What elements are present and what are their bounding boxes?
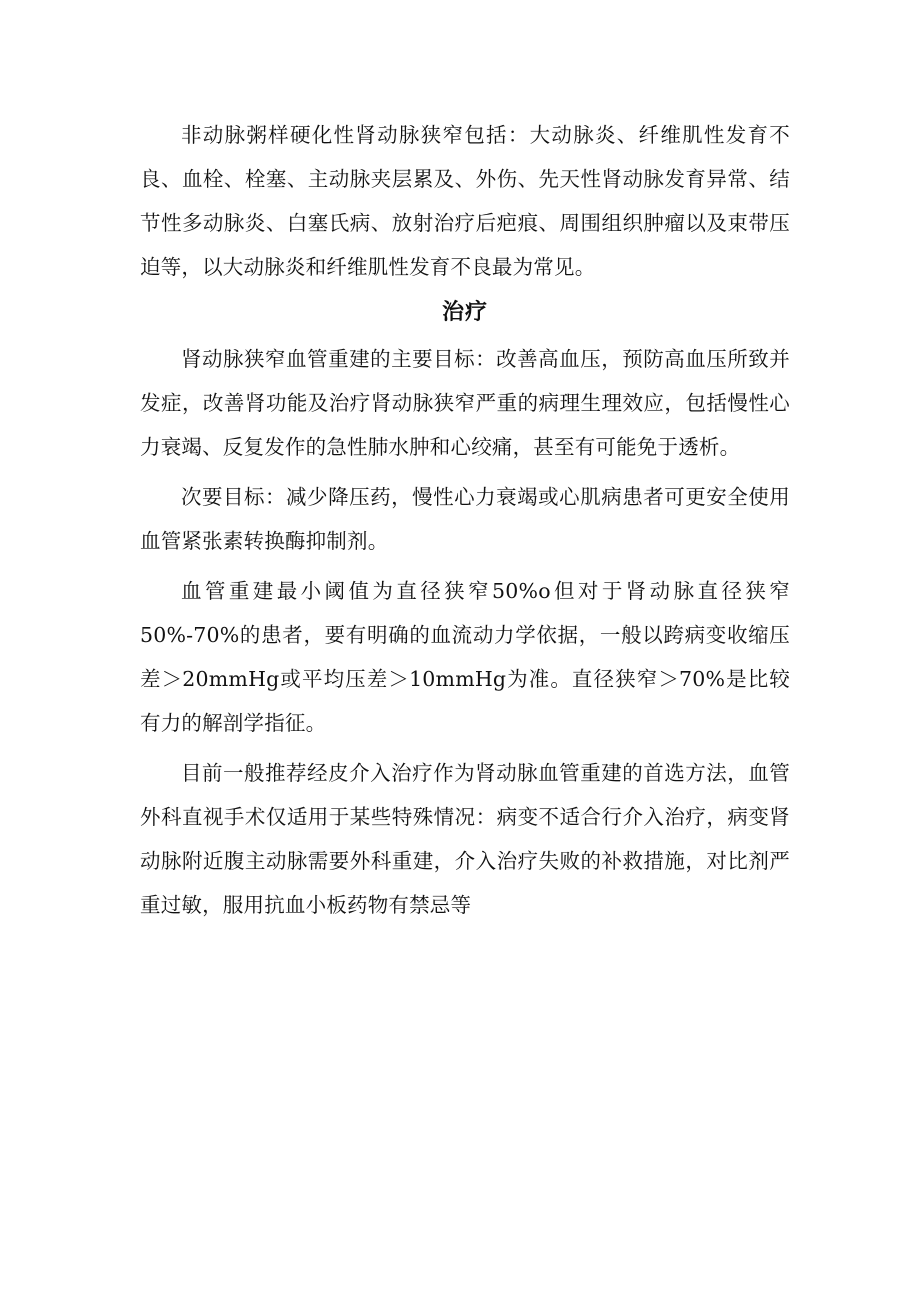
paragraph-non-atherosclerotic-causes: 非动脉粥样硬化性肾动脉狭窄包括：大动脉炎、纤维肌性发育不良、血栓、栓塞、主动脉夹层累及、外伤、先天性肾动脉发育异常、结节性多动脉炎、白塞氏病、放射治疗后疤痕、周围组织肿瘤以及束带压迫等，以大动脉炎和纤维肌性发育不良最为常见。 [140,123,790,279]
paragraph-secondary-goals: 次要目标：减少降压药，慢性心力衰竭或心肌病患者可更安全使用血管紧张素转换酶抑制剂。 [140,485,790,553]
paragraph-threshold: 血管重建最小阈值为直径狭窄50%o但对于肾动脉直径狭窄50%-70%的患者，要有明确的血流动力学依据，一般以跨病变收缩压差＞20mmHg或平均压差＞10mmHg为准。直径狭窄＞70%是比较有力的解剖学指征。 [140,579,790,735]
paragraph-recommended-method: 目前一般推荐经皮介入治疗作为肾动脉血管重建的首选方法，血管外科直视手术仅适用于某些特殊情况：病变不适合行介入治疗，病变肾动脉附近腹主动脉需要外科重建，介入治疗失败的补救措施，对比剂严重过敏，服用抗血小板药物有禁忌等 [140,761,790,917]
paragraph-primary-goals: 肾动脉狭窄血管重建的主要目标：改善高血压，预防高血压所致并发症，改善肾功能及治疗肾动脉狭窄严重的病理生理效应，包括慢性心力衰竭、反复发作的急性肺水肿和心绞痛，甚至有可能免于透析。 [140,347,790,459]
document-body [140,113,790,927]
section-heading-treatment: 治疗 [441,300,488,325]
